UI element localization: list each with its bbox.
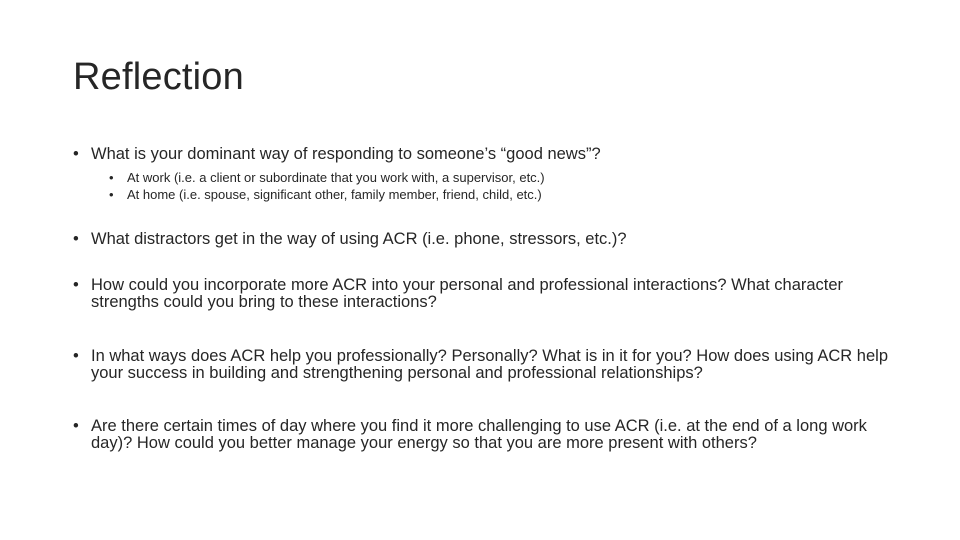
sub-bullet-item-home <box>109 187 889 202</box>
bullet-dot: • <box>109 187 114 202</box>
bullet-text: How could you incorporate more ACR into your personal and professional interactions? What character strengths could you bring to these interactions? <box>91 276 844 311</box>
slide-title: Reflection <box>73 56 244 98</box>
bullet-item-incorporate-acr <box>73 277 903 311</box>
sub-bullet-item-work <box>109 170 889 185</box>
bullet-dot: • <box>73 347 79 365</box>
bullet-dot: • <box>109 170 114 185</box>
bullet-text: What distractors get in the way of using ACR (i.e. phone, stressors, etc.)? <box>91 230 627 248</box>
bullet-dot: • <box>73 276 79 294</box>
bullet-item-acr-benefits <box>73 348 903 382</box>
bullet-text: What is your dominant way of responding to someone’s “good news”? <box>91 145 601 163</box>
bullet-dot: • <box>73 145 79 163</box>
bullet-dot: • <box>73 230 79 248</box>
bullet-text: In what ways does ACR help you professionally? Personally? What is in it for you? How does using ACR help your success in building and strengthening personal and professional relationships? <box>91 347 888 382</box>
bullet-dot: • <box>73 417 79 435</box>
bullet-item-dominant-response <box>73 146 903 163</box>
sub-bullet-text: At work (i.e. a client or subordinate that you work with, a supervisor, etc.) <box>127 170 545 185</box>
bullet-text: Are there certain times of day where you find it more challenging to use ACR (i.e. at the end of a long work day)? How could you better manage your energy so that you are more present with others? <box>91 417 867 452</box>
bullet-item-challenging-times <box>73 418 903 452</box>
sub-bullet-text: At home (i.e. spouse, significant other, family member, friend, child, etc.) <box>127 187 542 202</box>
bullet-item-distractors <box>73 231 903 248</box>
